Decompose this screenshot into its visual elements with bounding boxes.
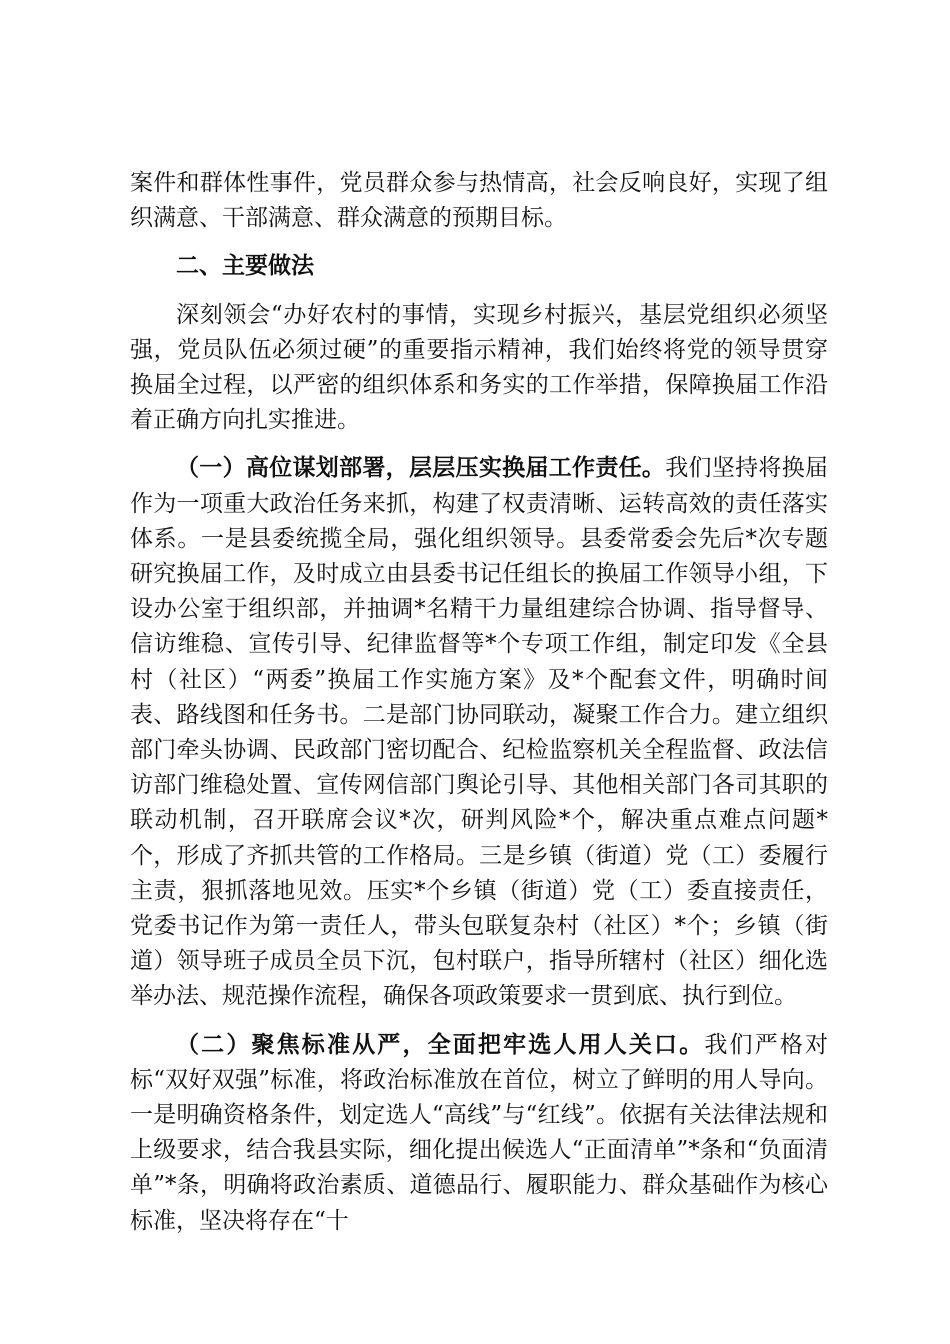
paragraph-continuation: 案件和群体性事件，党员群众参与热情高，社会反响良好，实现了组织满意、干部满意、群众满意的预期目标。 — [130, 170, 828, 232]
subsection-2-title: （二）聚焦标准从严，全面把牢选人用人关口。 — [176, 1031, 705, 1058]
subsection-1-body: 我们坚持将换届作为一项重大政治任务来抓，构建了权责清晰、运转高效的责任落实体系。一是县委统揽全局，强化组织领导。县委常委会先后*次专题研究换届工作，及时成立由县委书记任组长的换届工作领导小组，下设办公室于组织部，并抽调*名精干力量组建综合协调、指导督导、信访维稳、宣传引导、纪律监督等*个专项工作组，制定印发《全县村（社区）“两委”换届工作实施方案》及*个配套文件，明确时间表、路线图和任务书。二是部门协同联动，凝聚工作合力。建立组织部门牵头协调、民政部门密切配合、纪检监察机关全程监督、政法信访部门维稳处置、宣传网信部门舆论引导、其他相关部门各司其职的联动机制，召开联席会议*次，研判风险*个，解决重点难点问题*个，形成了齐抓共管的工作格局。三是乡镇（街道）党（工）委履行主责，狠抓落地见效。压实*个乡镇（街道）党（工）委直接责任，党委书记作为第一责任人，带头包联复杂村（社区）*个；乡镇（街道）领导班子成员全员下沉，包村联户，指导所辖村（社区）细化选举办法、规范操作流程，确保各项政策要求一贯到底、执行到位。 — [130, 455, 829, 1010]
subsection-2-paragraph — [130, 1028, 828, 1239]
document-body — [130, 166, 828, 1239]
section-heading: 二、主要做法 — [176, 253, 314, 280]
subsection-1-title: （一）高位谋划部署，层层压实换届工作责任。 — [176, 455, 666, 482]
subsection-2-body: 我们严格对标“双好双强”标准，将政治标准放在首位，树立了鲜明的用人导向。一是明确资格条件，划定选人“高线”与“红线”。依据有关法律法规和上级要求，结合我县实际，细化提出候选人“正面清单”*条和“负面清单”*条，明确将政治素质、道德品行、履职能力、群众基础作为核心标准，坚决将存在“十 — [130, 1031, 829, 1234]
paragraph-intro: 深刻领会“办好农村的事情，实现乡村振兴，基层党组织必须坚强，党员队伍必须过硬”的重要指示精神，我们始终将党的领导贯穿换届全过程，以严密的组织体系和务实的工作举措，保障换届工作沿着正确方向扎实推进。 — [130, 301, 828, 434]
subsection-1-paragraph — [130, 451, 828, 1014]
